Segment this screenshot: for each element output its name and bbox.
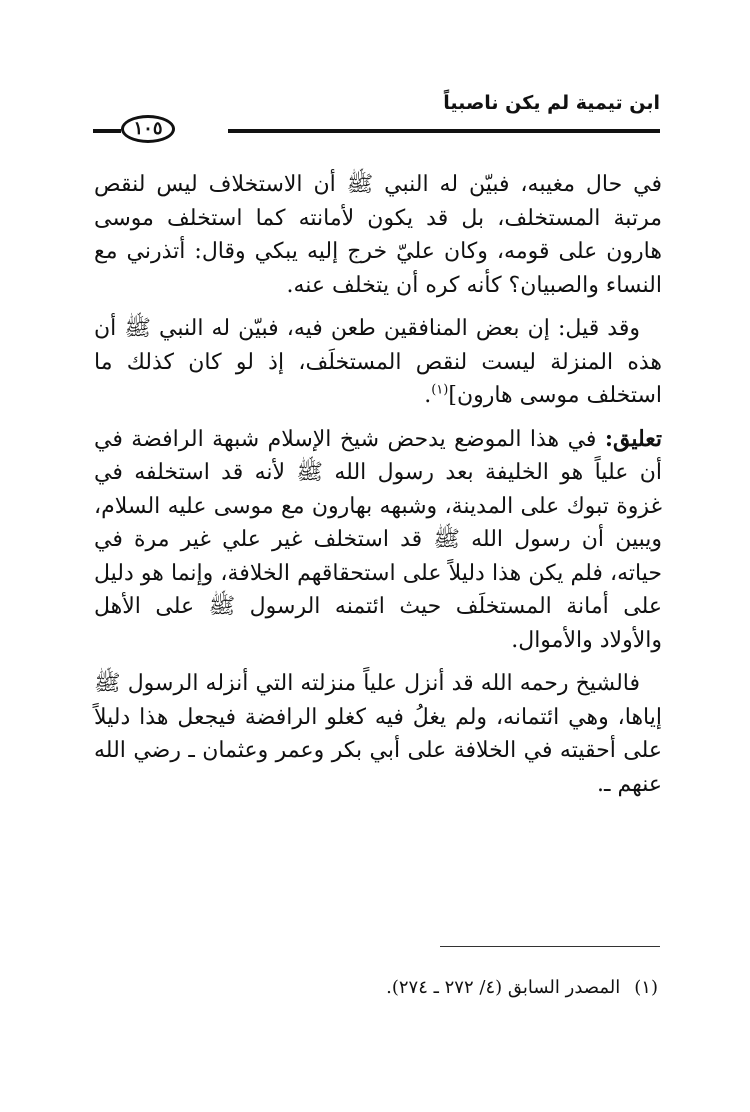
footnote-separator <box>440 946 660 947</box>
body-text <box>94 168 662 811</box>
paragraph <box>94 423 662 658</box>
paragraph <box>94 168 662 302</box>
footnote-text: المصدر السابق (٤/ ٢٧٢ ـ ٢٧٤). <box>386 977 621 998</box>
footnote-number: (١) <box>634 977 658 998</box>
paragraph-text: وقد قيل: إن بعض المنافقين طعن فيه، فبيّن له النبي ﷺ أن هذه المنزلة ليست لنقص المستخلَف، إذ لو كان كذلك ما استخلف موسى هارون] <box>94 316 662 408</box>
header-rule-left <box>93 129 121 133</box>
paragraph-text: في هذا الموضع يدحض شيخ الإسلام شبهة الرافضة في أن علياً هو الخليفة بعد رسول الله ﷺ لأنه قد استخلفه في غزوة تبوك على المدينة، وشبهه بهارون مع موسى عليه السلام، ويبين أن رسول الله ﷺ قد استخلف غير علي غير مرة في حياته، فلم يكن هذا دليلاً على استحقاقهم الخلافة، وإنما هو دليل على أمانة المستخلَف حيث ائتمنه الرسول ﷺ على الأهل والأولاد والأموال. <box>94 426 662 653</box>
header-rule <box>228 129 660 133</box>
paragraph <box>94 667 662 801</box>
paragraph-text: في حال مغيبه، فبيّن له النبي ﷺ أن الاستخلاف ليس لنقص مرتبة المستخلف، بل قد يكون لأمانته كما استخلف موسى هارون على قومه، وكان عليّ خرج إليه يبكي وقال: أتذرني مع النساء والصبيان؟ كأنه كره أن يتخلف عنه. <box>94 172 662 298</box>
running-title: ابن تيمية لم يكن ناصبياً <box>443 92 660 114</box>
footnote <box>386 976 658 1000</box>
footnote-marker[interactable]: (١) <box>431 382 449 398</box>
comment-term: تعليق: <box>604 425 662 452</box>
page-number: ١٠٥ <box>121 115 175 143</box>
paragraph-tail: . <box>424 383 432 408</box>
paragraph-text: فالشيخ رحمه الله قد أنزل علياً منزلته التي أنزله الرسول ﷺ إياها، وهي ائتمانه، ولم يغلُ فيه كغلو الرافضة فيجعل هذا دليلاً على أحقيته في الخلافة على أبي بكر وعمر وعثمان ـ رضي الله عنهم ـ. <box>94 671 662 797</box>
paragraph <box>94 312 662 413</box>
